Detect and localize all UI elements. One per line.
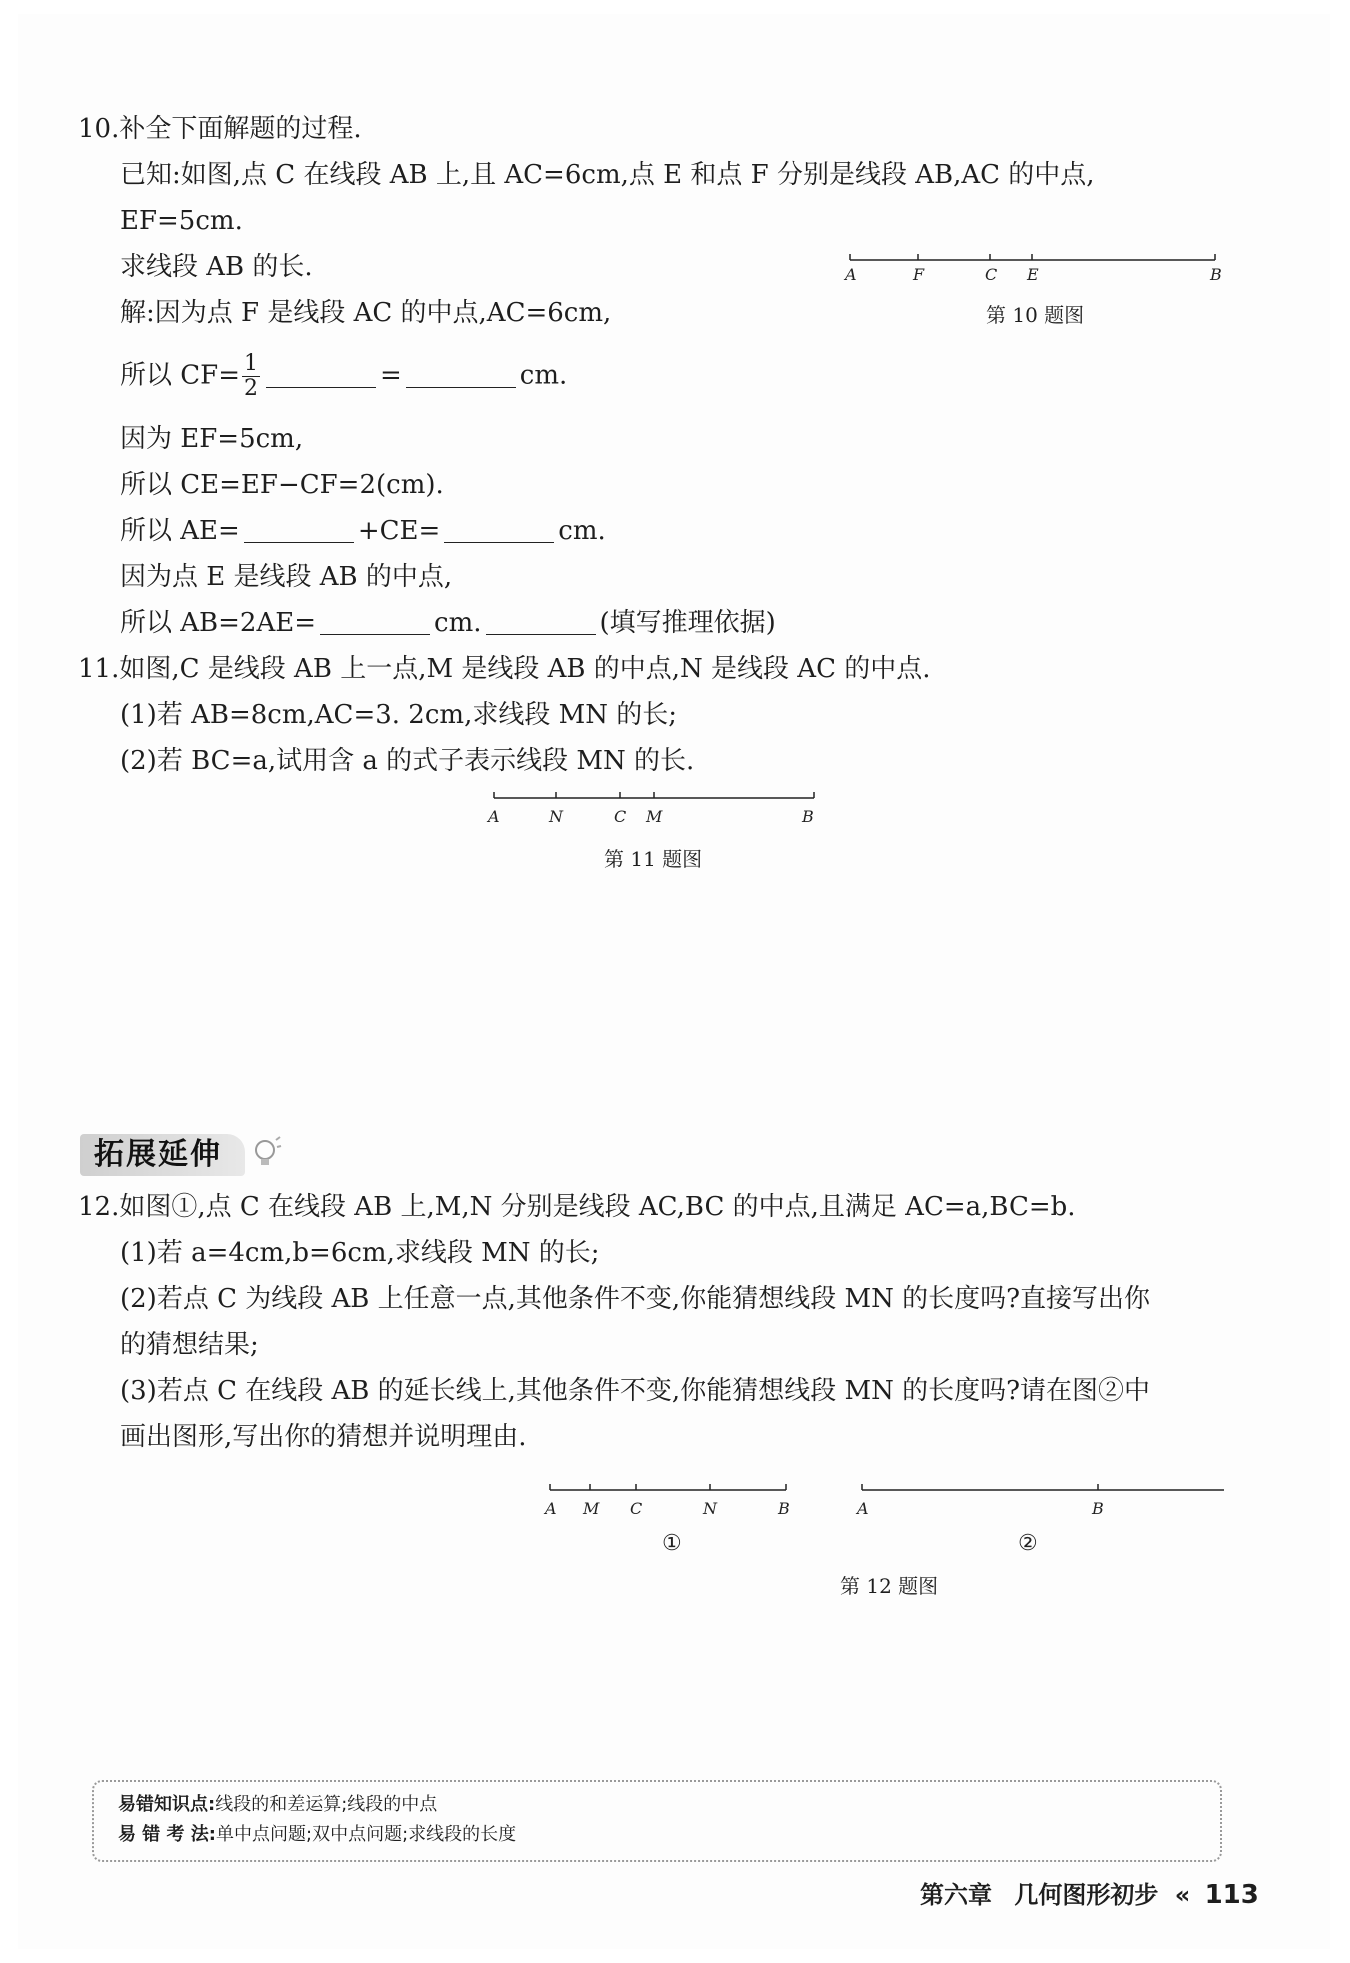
q11-figure [486, 790, 826, 830]
q10-solution-4: 所以 CE=EF−CF=2(cm). [120, 470, 444, 500]
answer-blank[interactable] [320, 608, 430, 635]
q10-given-2: EF=5cm. [120, 206, 243, 236]
q12-figure-1 [540, 1480, 800, 1560]
q12-part-1: (1)若 a=4cm,b=6cm,求线段 MN 的长; [120, 1238, 600, 1268]
point-label-n: N [703, 1499, 717, 1518]
notes-row-knowledge: 易错知识点:线段的和差运算;线段的中点 [118, 1794, 438, 1815]
q10-given-1: 已知:如图,点 C 在线段 AB 上,且 AC=6cm,点 E 和点 F 分别是线段 AB,AC 的中点, [120, 160, 1095, 190]
chapter-title: 几何图形初步 [1014, 1881, 1159, 1909]
point-label-m: M [583, 1499, 600, 1518]
point-label-n: N [549, 807, 563, 826]
point-label-b: B [1210, 265, 1222, 284]
figure-1-label: ① [662, 1531, 682, 1556]
q11-figure-caption: 第 11 题图 [604, 847, 703, 871]
q10-solution-6: 因为点 E 是线段 AB 的中点, [120, 562, 453, 592]
notes-row-methods: 易 错 考 法:单中点问题;双中点问题;求线段的长度 [118, 1824, 517, 1845]
q11-part-2: (2)若 BC=a,试用含 a 的式子表示线段 MN 的长. [120, 746, 695, 776]
point-label-f: F [913, 265, 925, 284]
point-label-a: A [488, 807, 500, 826]
lightbulb-icon [252, 1136, 282, 1172]
point-label-c: C [985, 265, 998, 284]
point-label-c: C [614, 807, 627, 826]
q10-header: 10.补全下面解题的过程. [78, 114, 362, 144]
q12-header: 12.如图①,点 C 在线段 AB 上,M,N 分别是线段 AC,BC 的中点,且满足 AC=a,BC=b. [78, 1192, 1076, 1222]
point-label-b: B [778, 1499, 790, 1518]
answer-blank[interactable] [266, 361, 376, 388]
figure-2-label: ② [1018, 1531, 1038, 1556]
q11-header: 11.如图,C 是线段 AB 上一点,M 是线段 AB 的中点,N 是线段 AC 的中点. [78, 654, 931, 684]
point-label-a: A [845, 265, 857, 284]
chapter-number: 第六章 [920, 1881, 992, 1909]
q10-solution-1: 解:因为点 F 是线段 AC 的中点,AC=6cm, [120, 298, 612, 328]
reason-blank[interactable] [486, 608, 596, 635]
answer-blank[interactable] [406, 361, 516, 388]
error-notes-box [92, 1780, 1222, 1862]
section-title: 拓展延伸 [94, 1137, 222, 1172]
point-label-e: E [1027, 265, 1039, 284]
page-number: 113 [1204, 1880, 1259, 1910]
fraction-one-half: $\frac{1}{2}$ [243, 351, 258, 401]
q12-part-2-line-1: (2)若点 C 为线段 AB 上任意一点,其他条件不变,你能猜想线段 MN 的长度吗?直接写出你 [120, 1284, 1151, 1314]
q11-part-1: (1)若 AB=8cm,AC=3. 2cm,求线段 MN 的长; [120, 700, 677, 730]
point-label-a: A [857, 1499, 869, 1518]
q12-part-2-line-2: 的猜想结果; [120, 1330, 259, 1360]
q10-solution-3: 因为 EF=5cm, [120, 424, 304, 454]
point-label-b: B [1092, 1499, 1104, 1518]
q12-figure-caption: 第 12 题图 [840, 1574, 939, 1598]
q12-part-3-line-2: 画出图形,写出你的猜想并说明理由. [120, 1422, 527, 1452]
q12-figure-2 [852, 1480, 1232, 1560]
q10-ask: 求线段 AB 的长. [120, 252, 313, 282]
q10-figure-caption: 第 10 题图 [986, 303, 1085, 327]
section-header [80, 1128, 280, 1180]
q12-part-3-line-1: (3)若点 C 在线段 AB 的延长线上,其他条件不变,你能猜想线段 MN 的长度吗?请在图②中 [120, 1376, 1151, 1406]
answer-blank[interactable] [444, 516, 554, 543]
q10-figure [840, 248, 1240, 288]
page-footer [920, 1878, 1259, 1912]
point-label-a: A [545, 1499, 557, 1518]
q10-solution-2: 所以 CF= $\frac{1}{2}$ = cm. [120, 351, 568, 401]
answer-blank[interactable] [244, 516, 354, 543]
point-label-c: C [630, 1499, 643, 1518]
q10-solution-5: 所以 AE= +CE= cm. [120, 516, 606, 546]
q10-solution-7: 所以 AB=2AE= cm. (填写推理依据) [120, 608, 776, 638]
point-label-m: M [646, 807, 663, 826]
double-chevron-icon: « [1174, 1881, 1191, 1909]
point-label-b: B [802, 807, 814, 826]
